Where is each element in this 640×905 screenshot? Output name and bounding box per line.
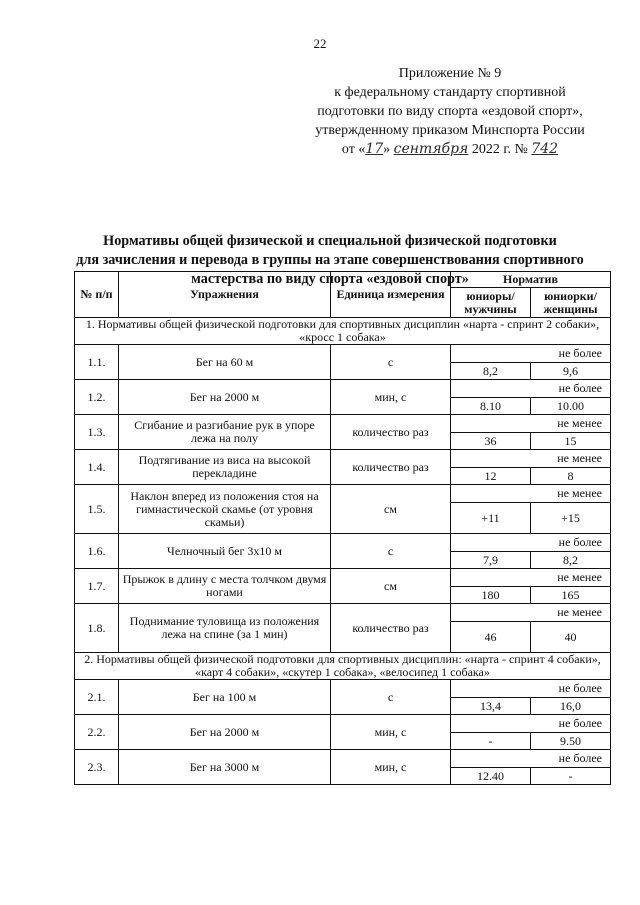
male-value: 8,2 [451,363,531,380]
unit: количество раз [331,604,451,653]
date-month: сентября [393,141,469,157]
exercise-name: Бег на 2000 м [119,380,331,415]
norm-condition: не более [451,345,611,363]
table-row [75,380,611,398]
section-heading: 2. Нормативы общей физической подготовки для спортивных дисциплин: «нарта - спринт 4 собаки», «карт 4 собаки», «скутер 1 собака», «велосипед 1 собака» [75,653,611,680]
unit: количество раз [331,450,451,485]
norm-condition: не более [451,380,611,398]
male-value: - [451,733,531,750]
header-female: юниорки/ женщины [531,288,611,318]
female-value: 9.50 [531,733,611,750]
exercise-name: Бег на 60 м [119,345,331,380]
section-row [75,653,611,680]
table-row [75,450,611,468]
unit: мин, с [331,380,451,415]
row-number: 1.8. [75,604,119,653]
norm-condition: не более [451,680,611,698]
unit: мин, с [331,750,451,785]
norm-condition: не более [451,750,611,768]
female-value: 40 [531,622,611,653]
norms-table [74,271,611,785]
female-value: 165 [531,587,611,604]
appendix-title: Приложение № 9 [398,66,502,81]
appendix-header [300,64,600,159]
unit: см [331,569,451,604]
norm-condition: не более [451,715,611,733]
female-value: 9,6 [531,363,611,380]
row-number: 2.1. [75,680,119,715]
table-row [75,485,611,503]
table-row [75,680,611,698]
male-value: +11 [451,503,531,534]
exercise-name: Бег на 2000 м [119,715,331,750]
appendix-line: подготовки по виду спорта «ездовой спорт», [317,104,583,119]
female-value: 10.00 [531,398,611,415]
exercise-name: Бег на 100 м [119,680,331,715]
norm-condition: не менее [451,485,611,503]
row-number: 1.7. [75,569,119,604]
table-row [75,715,611,733]
appendix-date [300,140,600,159]
male-value: 12 [451,468,531,485]
exercise-name: Поднимание туловища из положения лежа на спине (за 1 мин) [119,604,331,653]
appendix-line: к федеральному стандарту спортивной [334,85,566,100]
section-heading: 1. Нормативы общей физической подготовки для спортивных дисциплин «нарта - спринт 2 собаки», «кросс 1 собака» [75,318,611,345]
title-line: Нормативы общей физической и специальной физической подготовки [103,233,557,249]
row-number: 1.1. [75,345,119,380]
row-number: 1.3. [75,415,119,450]
unit: с [331,680,451,715]
appendix-line: утвержденному приказом Минспорта России [315,123,585,138]
row-number: 1.2. [75,380,119,415]
header-exercise: Упражнения [119,272,331,318]
exercise-name: Сгибание и разгибание рук в упоре лежа на полу [119,415,331,450]
male-value: 8.10 [451,398,531,415]
norm-condition: не менее [451,569,611,587]
male-value: 46 [451,622,531,653]
row-number: 1.4. [75,450,119,485]
date-mid: » [383,142,391,157]
title-line: мастерства по виду спорта «ездовой спорт» [191,271,469,287]
female-value: +15 [531,503,611,534]
row-number: 1.5. [75,485,119,534]
exercise-name: Бег на 3000 м [119,750,331,785]
table-row [75,750,611,768]
table-row [75,604,611,622]
table-row [75,569,611,587]
exercise-name: Наклон вперед из положения стоя на гимнастической скамье (от уровня скамьи) [119,485,331,534]
date-prefix: от « [341,142,366,157]
row-number: 1.6. [75,534,119,569]
header-unit: Единица измерения [331,272,451,318]
header-num: № п/п [75,272,119,318]
male-value: 7,9 [451,552,531,569]
table-row [75,534,611,552]
table-row [75,415,611,433]
exercise-name: Прыжок в длину с места толчком двумя ногами [119,569,331,604]
female-value: 15 [531,433,611,450]
section-row [75,318,611,345]
female-value: 8 [531,468,611,485]
title-line: для зачисления и перевода в группы на этапе совершенствования спортивного [76,252,584,268]
norm-condition: не более [451,534,611,552]
norm-condition: не менее [451,415,611,433]
unit: см [331,485,451,534]
female-value: 16,0 [531,698,611,715]
row-number: 2.3. [75,750,119,785]
header-norm: Норматив [451,272,611,288]
unit: с [331,345,451,380]
female-value: 8,2 [531,552,611,569]
date-day: 17 [365,141,384,157]
page-number: 22 [313,36,327,51]
date-year: 2022 г. № [471,142,528,157]
header-male: юниоры/ мужчины [451,288,531,318]
exercise-name: Челночный бег 3х10 м [119,534,331,569]
male-value: 12.40 [451,768,531,785]
unit: количество раз [331,415,451,450]
male-value: 13,4 [451,698,531,715]
table-row [75,345,611,363]
order-number: 742 [531,141,559,157]
male-value: 36 [451,433,531,450]
exercise-name: Подтягивание из виса на высокой перекладине [119,450,331,485]
unit: с [331,534,451,569]
male-value: 180 [451,587,531,604]
norm-condition: не менее [451,450,611,468]
row-number: 2.2. [75,715,119,750]
female-value: - [531,768,611,785]
norm-condition: не менее [451,604,611,622]
unit: мин, с [331,715,451,750]
